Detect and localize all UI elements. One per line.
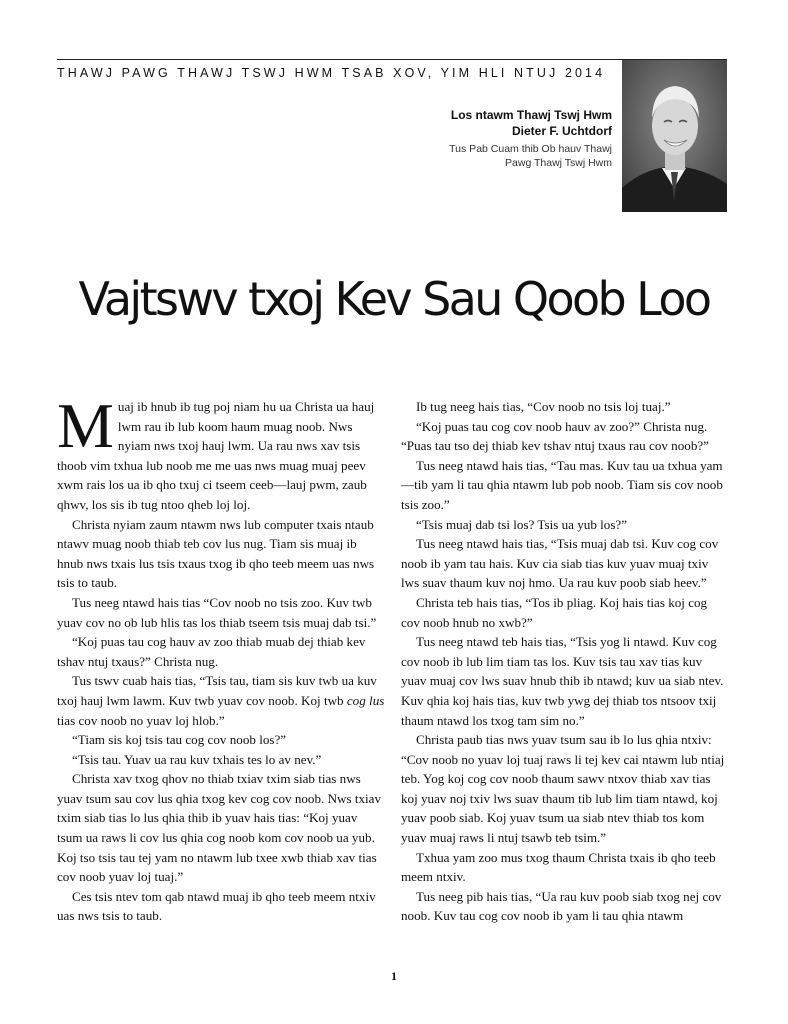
author-role-line-2: Pawg Thawj Tswj Hwm <box>505 157 612 169</box>
author-block <box>449 107 612 170</box>
author-role <box>449 142 612 170</box>
paragraph: “Koj puas tau cog hauv av zoo thiab muab dej thiab kev tshav ntuj txaus?” Christa nug. <box>57 634 366 669</box>
author-intro: Los ntawm Thawj Tswj Hwm <box>450 108 612 122</box>
paragraph: Tus neeg ntawd hais tias “Cov noob no tsis zoo. Kuv twb yuav cov no ob lub hlis tas los thiab tseem tsis muaj dab tsi.” <box>57 594 377 630</box>
emphasis: cog lus <box>346 692 385 708</box>
issue-header: THAWJ PAWG THAWJ TSWJ HWM TSAB XOV, YIM HLI NTUJ 2014 <box>57 66 606 80</box>
paragraph: “Tsis muaj dab tsi los? Tsis ua yub los?” <box>416 516 628 532</box>
paragraph: Ces tsis ntev tom qab ntawd muaj ib qho teeb meem ntxiv uas nws tsis to taub. <box>57 888 376 924</box>
paragraph: Txhua yam zoo mus txog thaum Christa txais ib qho teeb meem ntxiv. <box>401 849 716 885</box>
article-title: Vajtswv txoj Kev Sau Qoob Loo <box>78 272 710 326</box>
paragraph: Tus neeg pib hais tias, “Ua rau kuv poob siab txog nej cov noob. Kuv tau cog cov noob ib yam li tau qhia ntawm <box>401 888 722 924</box>
author-role-line-1: Tus Pab Cuam thib Ob hauv Thawj <box>449 143 612 155</box>
page-number: 1 <box>391 969 397 983</box>
paragraph: Tus tswv cuab hais tias, “Tsis tau, tiam sis kuv twb ua kuv txoj hauj lwm lawm. Kuv twb yuav cov noob. Koj twb cog lus tias cov noob no yuav loj hlob.” <box>57 673 385 728</box>
paragraph: Tus neeg ntawd teb hais tias, “Tsis yog li ntawd. Kuv cog cov noob ib lub lim tiam tas los. Kuv tsis tau xav tias kuv yuav muaj cov lws suav hnub thib ib ntawd; kuv ua siab ntev. Kuv qhia koj hais tias, kuv twb ywg dej thiab tos ntsoov txij thaum ntawd los txog tam sim no.” <box>401 634 724 728</box>
paragraph: Ib tug neeg hais tias, “Cov noob no tsis loj tuaj.” <box>416 399 671 414</box>
drop-cap: M <box>57 390 114 461</box>
paragraph: Muaj ib hnub ib tug poj niam hu ua Christa ua hauj lwm rau ib lub koom haum muag noob. Nws nyiam nws txoj hauj lwm. Ua rau nws xav tsis thoob vim txhua lub noob me me uas nws muag muaj peev xwm rais los ua ib qho txuj ci tseem ceeb—lauj pwm, zaub qhwv, los sis ib tug ntoo qheb loj loj. <box>57 390 375 512</box>
paragraph: Christa nyiam zaum ntawm nws lub computer txais ntaub ntawv muag noob thiab teb cov lus nug. Tiam sis muaj ib hnub nws txais lus tsis txaus txog ib qho teeb meem uas nws tsis to taub. <box>57 516 375 591</box>
paragraph: Tus neeg ntawd hais tias, “Tsis muaj dab tsi. Kuv cog cov noob ib yam tau hais. Kuv cia siab tias kuv yuav muaj txiv lws suav thaum kuv noj hmo. Ua rau kuv poob siab heev.” <box>401 536 719 591</box>
paragraph: Christa teb hais tias, “Tos ib pliag. Koj hais tias koj cog cov noob hnub no xwb?” <box>401 594 708 630</box>
paragraph: “Tiam sis koj tsis tau cog cov noob los?” <box>72 732 287 748</box>
portrait-image <box>622 60 727 212</box>
article-column-right <box>401 397 729 926</box>
article-column-left <box>57 390 385 926</box>
author-portrait <box>622 60 727 212</box>
paragraph: Tus neeg ntawd hais tias, “Tau mas. Kuv tau ua txhua yam—tib yam li tau qhia ntawm lub pob noob. Tiam sis cov noob tsis zoo.” <box>401 457 723 512</box>
paragraph: Christa paub tias nws yuav tsum sau ib lo lus qhia ntxiv: “Cov noob no yuav loj tuaj raws li tej kev cai ntawm lub ntiaj teb. Yog koj cog cov noob thaum sawv ntxov thiab xav tias koj yuav noj txiv lws suav thaum tib lub lim tiam ntawd, koj yuav poob siab. Koj yuav tsum ua siab ntev thiab tos kom yuav muaj raws li ntuj tsawb teb tsim.” <box>401 732 725 846</box>
author-name: Dieter F. Uchtdorf <box>511 124 612 138</box>
paragraph: “Koj puas tau cog cov noob hauv av zoo?” Christa nug. “Puas tau tso dej thiab kev tshav ntuj txaus rau cov noob?” <box>401 418 709 454</box>
paragraph: Christa xav txog qhov no thiab txiav txim siab tias nws yuav tsum sau cov lus qhia txog kev cog cov noob. Nws txiav txim siab tias lo lus qhia thib ib yuav hais tias: “Koj yuav tsum ua raws li cov lus qhia cog noob kom cov noob ua yub. Koj tso tsis tau tej yam no ntawm lub txee xwb thiab xav tias cov noob yuav loj tuaj.” <box>57 771 382 885</box>
paragraph: “Tsis tau. Yuav ua rau kuv txhais tes lo av nev.” <box>72 751 322 767</box>
